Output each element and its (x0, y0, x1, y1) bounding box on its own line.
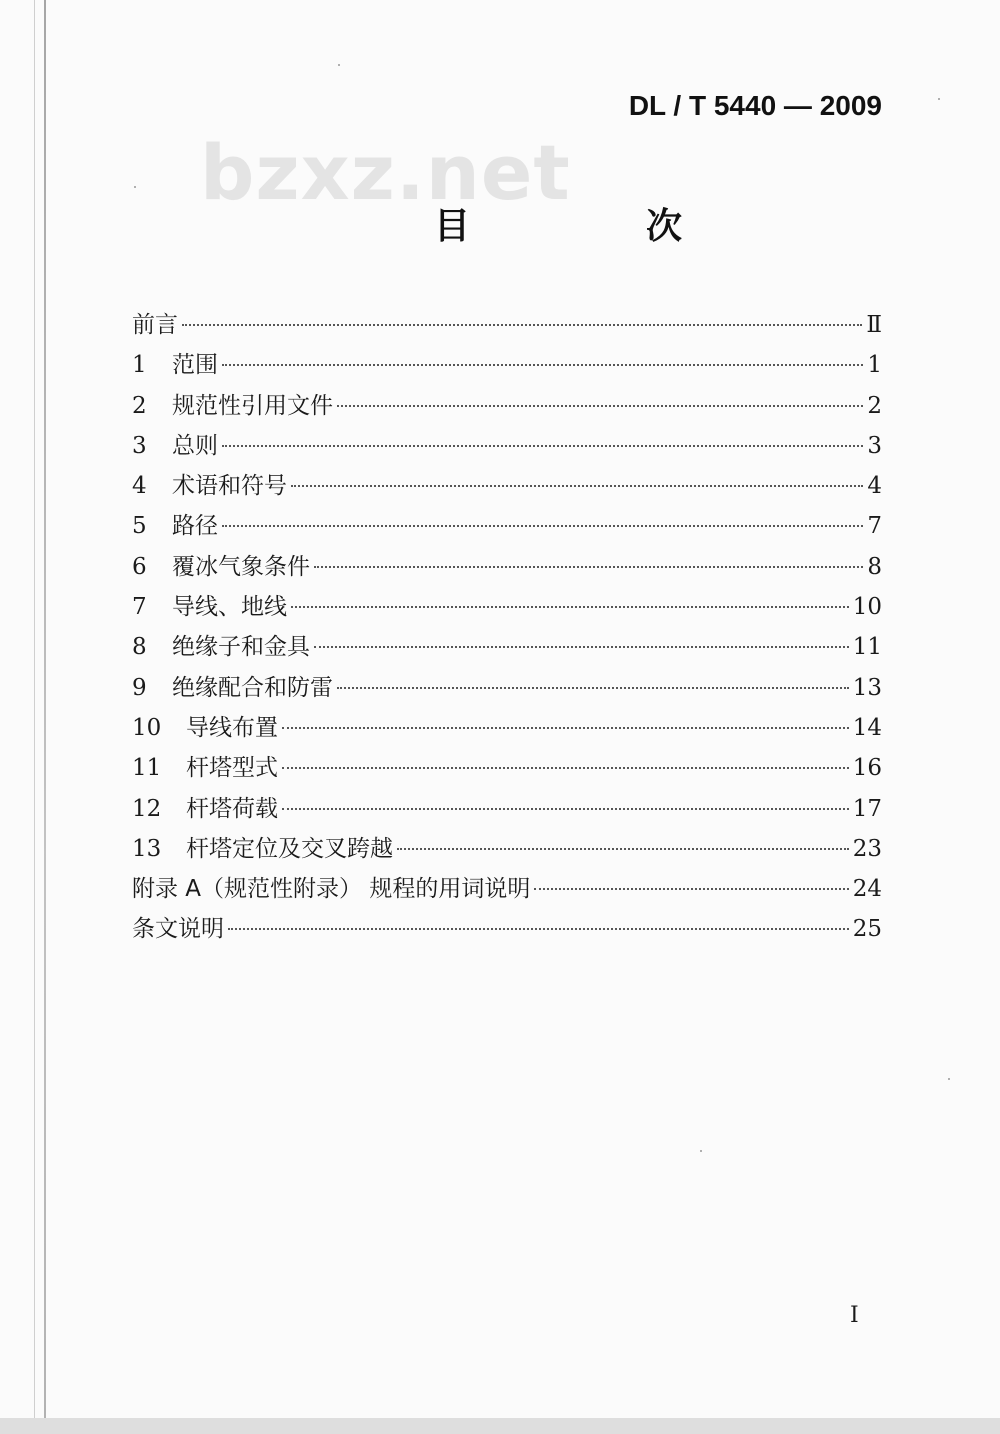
dot-leader (534, 888, 848, 890)
toc-entry-label: 杆塔定位及交叉跨越 (186, 835, 393, 862)
toc-entry-page: 13 (852, 674, 882, 701)
toc-entry-7[interactable] (132, 588, 882, 628)
toc-entry-13[interactable] (132, 830, 882, 870)
toc-entry-label: 规范性引用文件 (172, 392, 333, 419)
toc-entry-number: 2 (132, 392, 147, 419)
toc-entry-page: 2 (867, 392, 882, 419)
toc-entry-page: 16 (852, 755, 882, 782)
toc-entry-page: 7 (867, 513, 882, 540)
toc-entry-label: 导线、地线 (172, 594, 287, 621)
toc-entry-label: 杆塔荷载 (186, 795, 278, 822)
scan-speck (134, 186, 136, 188)
toc-entry-number: 3 (132, 432, 147, 459)
toc-entry-label: 导线布置 (186, 714, 278, 741)
toc-entry-10[interactable] (132, 709, 882, 749)
dot-leader (282, 727, 849, 729)
dot-leader (222, 525, 863, 527)
toc-title: 目 次 (434, 206, 753, 247)
toc-entry-page: 1 (867, 352, 882, 379)
dot-leader (222, 445, 863, 447)
table-of-contents (132, 306, 882, 951)
toc-entry-number: 10 (132, 714, 162, 741)
standard-code: DL / T 5440 — 2009 (628, 90, 882, 121)
toc-entry-3[interactable] (132, 427, 882, 467)
dot-leader (228, 928, 849, 930)
toc-entry-page: 11 (852, 634, 882, 661)
toc-entry-label: 条文说明 (132, 916, 224, 943)
dot-leader (282, 767, 849, 769)
toc-entry-label: 附录 A（规范性附录） 规程的用词说明 (132, 876, 531, 903)
dot-leader (222, 364, 863, 366)
scan-speck (700, 1150, 702, 1152)
toc-entry-number: 6 (132, 553, 147, 580)
toc-entry-page: 8 (867, 553, 882, 580)
toc-entry-appendix-a[interactable] (132, 870, 882, 910)
watermark: bzxz.net (200, 128, 571, 217)
dot-leader (397, 848, 849, 850)
toc-entry-page: 3 (867, 432, 882, 459)
toc-entry-page: 24 (852, 876, 882, 903)
dot-leader (291, 606, 849, 608)
toc-entry-12[interactable] (132, 790, 882, 830)
toc-entry-label: 总则 (172, 432, 218, 459)
toc-entry-foreword[interactable] (132, 306, 882, 346)
toc-entry-number: 13 (132, 835, 162, 862)
toc-entry-label: 杆塔型式 (186, 755, 278, 782)
dot-leader (337, 687, 849, 689)
toc-entry-1[interactable] (132, 346, 882, 386)
toc-entry-8[interactable] (132, 628, 882, 668)
dot-leader (314, 646, 849, 648)
toc-entry-number: 7 (132, 594, 147, 621)
dot-leader (182, 324, 862, 326)
toc-entry-6[interactable] (132, 548, 882, 588)
dot-leader (282, 808, 849, 810)
toc-entry-label: 术语和符号 (172, 473, 287, 500)
toc-entry-number: 1 (132, 352, 147, 379)
toc-entry-number: 5 (132, 513, 147, 540)
toc-entry-label: 范围 (172, 352, 218, 379)
toc-entry-page: 4 (867, 473, 882, 500)
binding-margin-line (44, 0, 46, 1420)
toc-entry-page: Ⅱ (866, 312, 882, 338)
toc-entry-number: 11 (132, 755, 162, 782)
scan-speck (338, 64, 340, 66)
toc-entry-label: 路径 (172, 513, 218, 540)
toc-entry-9[interactable] (132, 669, 882, 709)
toc-entry-11[interactable] (132, 749, 882, 789)
scan-speck (948, 1078, 950, 1080)
dot-leader (314, 566, 863, 568)
toc-entry-page: 17 (852, 795, 882, 822)
page-number: I (850, 1303, 859, 1328)
toc-entry-number: 9 (132, 674, 147, 701)
toc-entry-2[interactable] (132, 387, 882, 427)
toc-entry-page: 10 (852, 594, 882, 621)
toc-entry-number: 4 (132, 473, 147, 500)
toc-entry-4[interactable] (132, 467, 882, 507)
toc-entry-label: 覆冰气象条件 (172, 553, 310, 580)
dot-leader (291, 485, 863, 487)
scan-speck (938, 98, 940, 100)
toc-entry-label: 绝缘子和金具 (172, 634, 310, 661)
binding-edge-line (34, 0, 35, 1420)
toc-entry-page: 14 (852, 714, 882, 741)
toc-entry-label: 前言 (132, 312, 178, 338)
toc-entry-number: 8 (132, 634, 147, 661)
dot-leader (337, 405, 863, 407)
toc-entry-label: 绝缘配合和防雷 (172, 674, 333, 701)
toc-entry-page: 25 (852, 916, 882, 943)
toc-entry-5[interactable] (132, 507, 882, 547)
bottom-scan-edge (0, 1418, 1000, 1434)
toc-entry-explanation[interactable] (132, 910, 882, 950)
toc-entry-number: 12 (132, 795, 162, 822)
toc-entry-page: 23 (852, 835, 882, 862)
